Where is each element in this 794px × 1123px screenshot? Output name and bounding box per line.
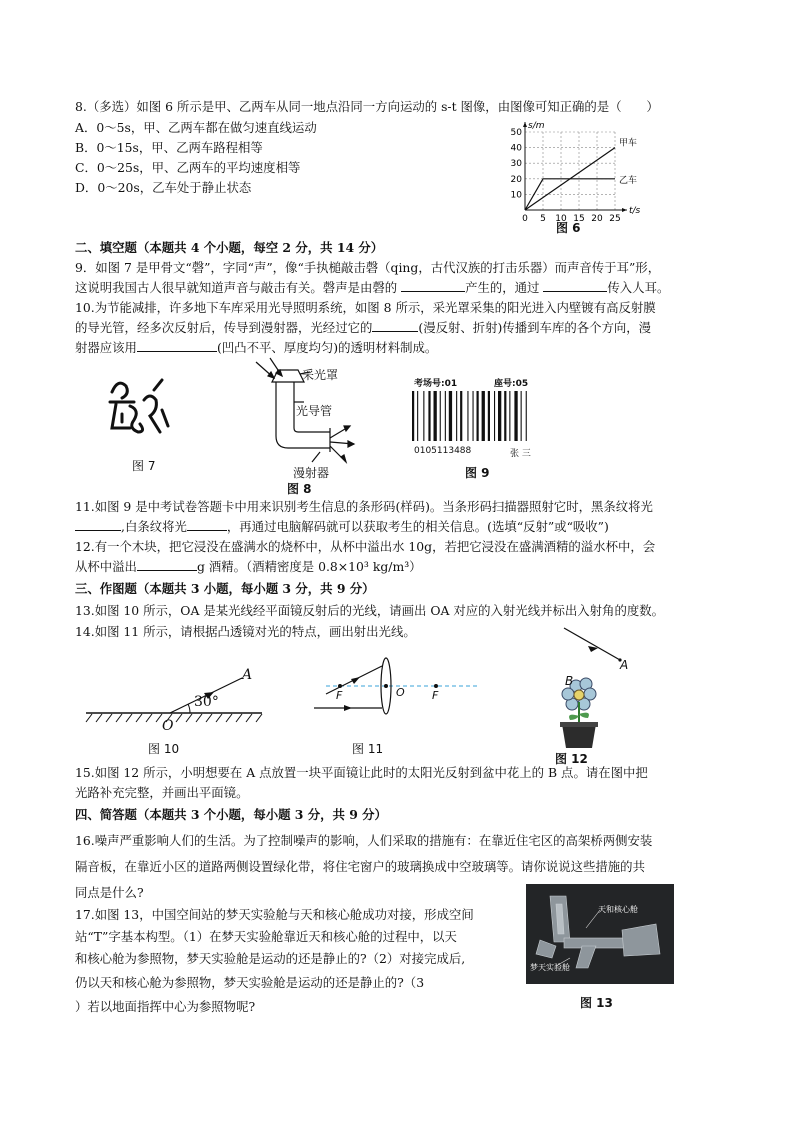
fig11-label-o: O (396, 686, 405, 699)
section-4-heading: 四、简答题（本题共 3 个小题，每小题 3 分，共 9 分） (75, 807, 387, 822)
q17-line2: 站“T”字基本构型。（1）在梦天实验舱靠近天和核心舱的过程中，以天 (75, 929, 457, 944)
fig11-caption: 图 11 (352, 742, 384, 756)
fig9-barcode-image (410, 391, 530, 443)
fig13-caption: 图 13 (580, 996, 613, 1010)
barcode-bar (498, 391, 501, 441)
barcode-bar (504, 391, 506, 441)
q17-line4: 仍以天和核心舱为参照物，梦天实验舱是运动的还是静止的?（3 (75, 975, 425, 990)
fig6-y-arrow (523, 122, 527, 127)
fig8-caption: 图 8 (287, 482, 312, 496)
section-2-heading: 二、填空题（本题共 4 个小题，每空 2 分，共 14 分） (75, 240, 384, 255)
barcode-bar (521, 391, 522, 441)
barcode-bar (514, 391, 517, 441)
fig6-series-label: 甲车 (619, 138, 638, 149)
q16-line3: 同点是什么? (75, 885, 144, 900)
fig6-y-tick: 10 (510, 190, 522, 201)
fig9-number: 0105113488 (414, 446, 472, 456)
fig9-exam-room: 考场号:01 (414, 379, 458, 389)
q11-blank-2[interactable] (187, 518, 227, 531)
barcode-bar (412, 391, 414, 441)
barcode-bar (434, 391, 437, 441)
fig6-x-tick: 15 (573, 214, 585, 224)
q16-line1: 16.噪声严重影响人们的生活。为了控制噪声的影响，人们采取的措施有：在靠近住宅区的高架桥两侧安装 (75, 833, 653, 848)
fig7-caption: 图 7 (132, 459, 156, 473)
q15-line2: 光路补充完整，并画出平面镜。 (75, 785, 249, 800)
q17-line3: 和核心舱为参照物，梦天实验舱是运动的还是静止的?（2）对接完成后, (75, 951, 466, 966)
fig9-name: 张 三 (510, 449, 531, 459)
q11-blank-1[interactable] (75, 518, 121, 531)
q9-blank-2[interactable] (543, 279, 607, 292)
fig6-x-tick: 10 (555, 214, 567, 224)
fig8-label-diffuser: 漫射器 (293, 466, 330, 480)
barcode-bar (488, 391, 490, 441)
fig6-y-tick: 50 (510, 128, 522, 138)
fig12-flower-image (552, 624, 672, 754)
q10-blank-2[interactable] (137, 339, 217, 352)
fig10-label-a: A (242, 667, 253, 683)
fig13-label-mengtian: 梦天实验舱 (530, 963, 570, 972)
q17-line1: 17.如图 13，中国空间站的梦天实验舱与天和核心舱成功对接，形成空间 (75, 907, 474, 922)
barcode-bar (460, 391, 462, 441)
barcode-bar (494, 391, 495, 441)
fig6-y-tick: 30 (510, 159, 522, 170)
q12-line1: 12.有一个木块，把它浸没在盛满水的烧杯中，从杯中溢出水 10g，若把它浸没在盛满酒精的溢水杯中，会 (75, 539, 656, 554)
q12-line2: 从杯中溢出 g 酒精。（酒精密度是 0.8×10³ kg/m³） (75, 559, 422, 574)
fig12-label-a: A (620, 658, 629, 672)
fig6-caption: 图 6 (556, 221, 581, 235)
q8-option-a: A．0～5s，甲、乙两车都在做匀速直线运动 (75, 120, 317, 135)
fig9-caption: 图 9 (465, 466, 490, 480)
fig6-x-tick: 25 (609, 214, 621, 224)
fig6-y-label: s/m (528, 121, 545, 131)
fig13-label-tianhe: 天和核心舱 (598, 905, 638, 914)
q16-line2: 隔音板，在靠近小区的道路两侧设置绿化带，将住宅窗户的玻璃换成中空玻璃等。请你说说这些措施的共 (75, 859, 645, 874)
q8-option-b: B．0～15s，甲、乙两车路程相等 (75, 140, 263, 155)
fig11-lens-image (304, 660, 484, 740)
q14-text: 14.如图 11 所示，请根据凸透镜对光的特点，画出射出光线。 (75, 624, 416, 639)
fig6-x-tick: 5 (540, 214, 546, 224)
fig10-label-o: O (162, 718, 174, 734)
q9-line1: 9．如图 7 是甲骨文“磬”，字同“声”，像“手执槌敲击磬（qing，古代汉族的打击乐器）而声音传于耳”形， (75, 260, 661, 275)
q11-line1: 11.如图 9 是中考试卷答题卡中用来识别考生信息的条形码(样码)。当条形码扫描器照射它时，黑条纹将光 (75, 499, 653, 514)
barcode-bar (423, 391, 424, 441)
fig8-label-collector: 采光罩 (302, 368, 339, 382)
barcode-bar (445, 391, 446, 441)
fig11-label-f-right: F (432, 689, 439, 702)
fig6-y-tick: 40 (510, 143, 522, 154)
q9-line2: 这说明我国古人很早就知道声音与敲击有关。磬声是由磬的 产生的，通过 传入人耳。 (75, 280, 670, 295)
barcode-bar (456, 391, 457, 441)
fig8-label-tube: 光导管 (296, 404, 333, 418)
q10-blank-1[interactable] (372, 319, 418, 332)
q10-line3: 射器应该用 (凹凸不平、厚度均匀)的透明材料制成。 (75, 340, 438, 355)
q10-line2: 的导光管，经多次反射后，传导到漫射器，光经过它的 (漫反射、折射)传播到车库的各个方向，漫 (75, 320, 652, 335)
fig10-caption: 图 10 (148, 742, 180, 756)
fig12-label-b: B (565, 674, 574, 688)
q17-line5: ）若以地面指挥中心为参照物呢? (75, 999, 256, 1014)
barcode-bar (440, 391, 441, 441)
fig6-x-arrow (622, 208, 627, 212)
q9-blank-1[interactable] (401, 279, 465, 292)
barcode-bar (473, 391, 474, 441)
q8-option-c: C．0～25s，甲、乙两车的平均速度相等 (75, 160, 301, 175)
fig6-x-tick: 20 (591, 214, 603, 224)
q12-blank[interactable] (137, 558, 197, 571)
q11-line2: ,白条纹将光 ，再通过电脑解码就可以获取考生的相关信息。(选填“反射”或“吸收”) (75, 518, 609, 536)
barcode-bar (509, 391, 510, 441)
fig12-caption: 图 12 (555, 752, 588, 766)
q8-stem: 8.（多选）如图 6 所示是甲、乙两车从同一地点沿同一方向运动的 s-t 图像，由图像可知正确的是（ ） (75, 99, 659, 114)
fig6-x-label: t/s (629, 206, 641, 216)
fig11-label-f-left: F (336, 689, 343, 702)
barcode-bar (428, 391, 430, 441)
fig6-y-tick: 20 (510, 174, 522, 185)
q15-line1: 15.如图 12 所示，小明想要在 A 点放置一块平面镜让此时的太阳光反射到盆中花上的 B 点。请在图中把 (75, 765, 648, 780)
barcode-bar (417, 391, 418, 441)
barcode-bar (482, 391, 485, 441)
fig6-chart (505, 118, 645, 228)
barcode-bar (449, 391, 452, 441)
barcode-bar (467, 391, 468, 441)
q8-option-d: D．0～20s，乙车处于静止状态 (75, 180, 252, 195)
fig10-angle-label: 30° (194, 694, 219, 710)
q13-text: 13.如图 10 所示，OA 是某光线经平面镜反射后的光线，请画出 OA 对应的入射光线并标出入射角的度数。 (75, 603, 665, 618)
q10-line1: 10.为节能减排，许多地下车库采用光导照明系统，如图 8 所示，采光罩采集的阳光进入内壁镀有高反射膜 (75, 300, 656, 315)
section-3-heading: 三、作图题（本题共 3 小题，每小题 3 分，共 9 分） (75, 581, 375, 596)
fig6-series-label: 乙车 (619, 175, 638, 186)
fig7-glyph-image (100, 370, 180, 450)
fig9-seat-no: 座号:05 (494, 379, 529, 389)
barcode-bar (526, 391, 527, 441)
barcode-bar (477, 391, 479, 441)
fig6-x-tick: 0 (522, 214, 528, 224)
